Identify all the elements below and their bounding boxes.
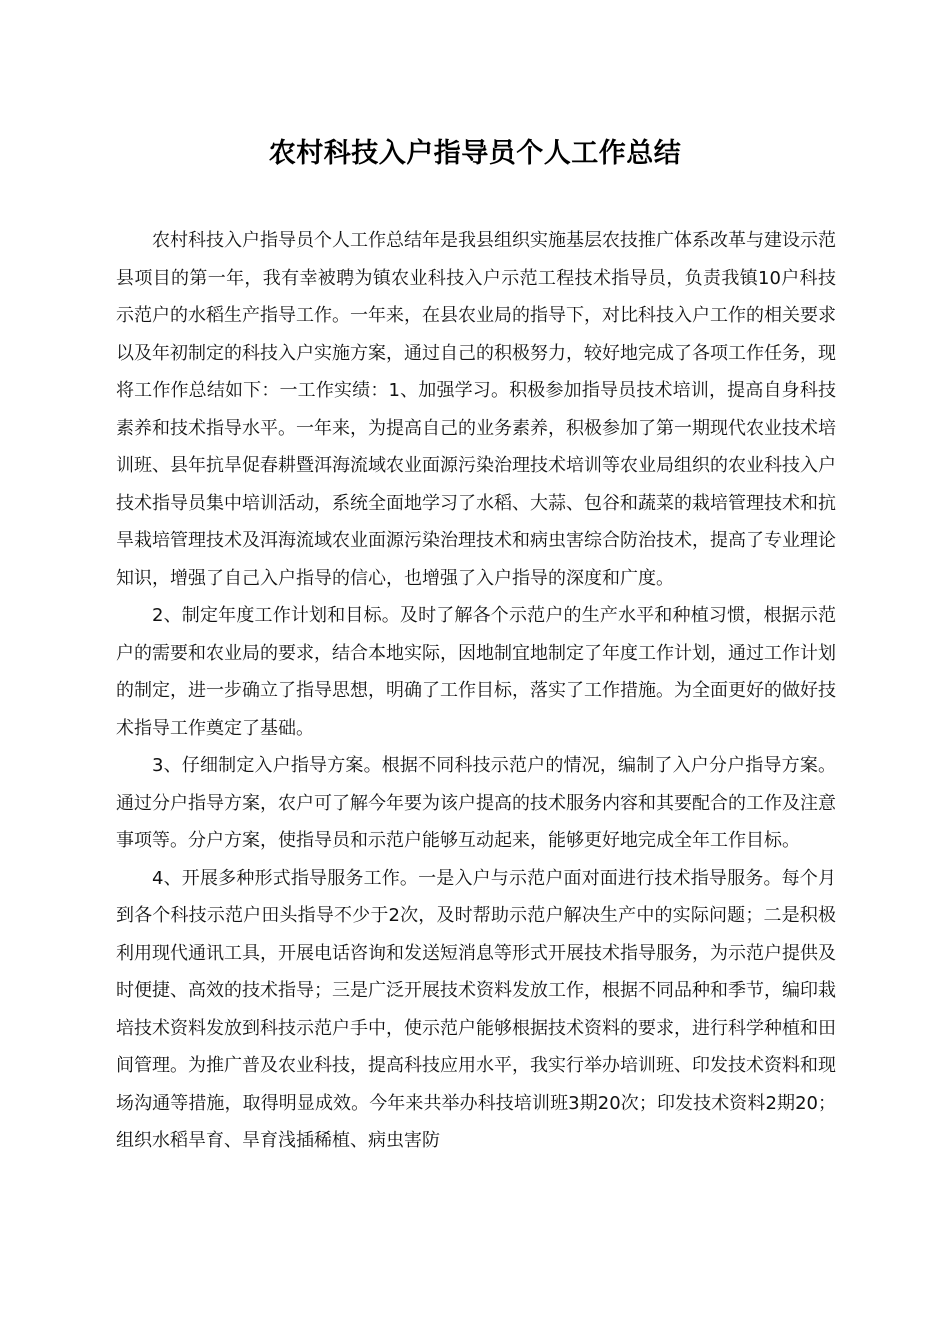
document-body [116,222,836,1160]
paragraph-intro: 农村科技入户指导员个人工作总结年是我县组织实施基层农技推广体系改革与建设示范县项目的第一年，我有幸被聘为镇农业科技入户示范工程技术指导员，负责我镇10户科技示范户的水稻生产指导工作。一年来，在县农业局的指导下，对比科技入户工作的相关要求以及年初制定的科技入户实施方案，通过自己的积极努力，较好地完成了各项工作任务，现将工作作总结如下：一工作实绩：1、加强学习。积极参加指导员技术培训，提高自身科技素养和技术指导水平。一年来，为提高自己的业务素养，积极参加了第一期现代农业技术培训班、县年抗旱促春耕暨洱海流域农业面源污染治理技术培训等农业局组织的农业科技入户技术指导员集中培训活动，系统全面地学习了水稻、大蒜、包谷和蔬菜的栽培管理技术和抗旱栽培管理技术及洱海流域农业面源污染治理技术和病虫害综合防治技术，提高了专业理论知识，增强了自己入户指导的信心，也增强了入户指导的深度和广度。 [116,230,836,589]
paragraph-guidance-scheme: 3、仔细制定入户指导方案。根据不同科技示范户的情况，编制了入户分户指导方案。通过分户指导方案，农户可了解今年要为该户提高的技术服务内容和其要配合的工作及注意事项等。分户方案，使指导员和示范户能够互动起来，能够更好地完成全年工作目标。 [116,755,836,851]
document-title: 农村科技入户指导员个人工作总结 [268,138,682,169]
paragraph-service-forms: 4、开展多种形式指导服务工作。一是入户与示范户面对面进行技术指导服务。每个月到各个科技示范户田头指导不少于2次，及时帮助示范户解决生产中的实际问题；二是积极利用现代通讯工具，开展电话咨询和发送短消息等形式开展技术指导服务，为示范户提供及时便捷、高效的技术指导；三是广泛开展技术资料发放工作，根据不同品种和季节，编印栽培技术资料发放到科技示范户手中，使示范户能够根据技术资料的要求，进行科学种植和田间管理。为推广普及农业科技，提高科技应用水平，我实行举办培训班、印发技术资料和现场沟通等措施，取得明显成效。今年来共举办科技培训班3期20次；印发技术资料2期20；组织水稻旱育、旱育浅插稀植、病虫害防 [116,867,836,1151]
paragraph-plan: 2、制定年度工作计划和目标。及时了解各个示范户的生产水平和种植习惯，根据示范户的需要和农业局的要求，结合本地实际，因地制宜地制定了年度工作计划，通过工作计划的制定，进一步确立了指导思想，明确了工作目标，落实了工作措施。为全面更好的做好技术指导工作奠定了基础。 [116,605,836,739]
